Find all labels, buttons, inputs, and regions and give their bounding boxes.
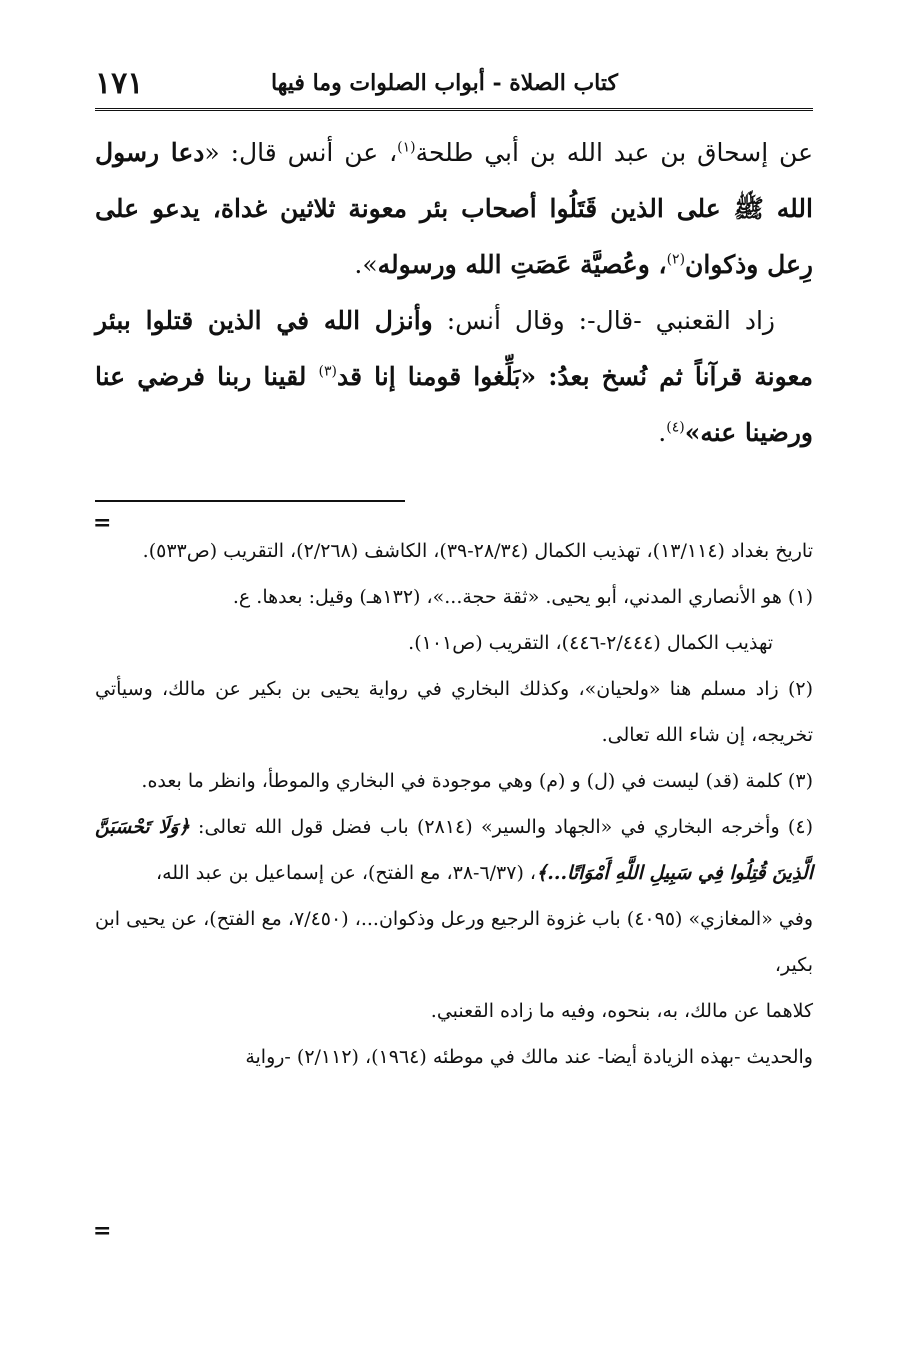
footnote-ref-1[interactable]: (١) [397, 139, 416, 156]
main-text [95, 125, 813, 461]
footnote-4-summary: كلاهما عن مالك، به، بنحوه، وفيه ما زاده القعنبي. [430, 1000, 813, 1022]
footnote-ref-4[interactable]: (٤) [666, 419, 685, 436]
footnote-ref-2[interactable]: (٢) [666, 251, 686, 268]
p2-text-1: زاد القعنبي -قال-: وقال أنس: [432, 306, 775, 335]
footnote-separator [95, 500, 405, 502]
footnote-3: (٣) كلمة (قد) ليست في (ل) و (م) وهي موجودة في البخاري والموطأ، وانظر ما بعده. [141, 770, 813, 792]
quran-verse: ﴿وَلَا تَحْسَبَنَّ الَّذِينَ قُتِلُوا فِي سَبِيلِ اللَّهِ أَمْوَاتًا...﴾ [95, 816, 813, 884]
footnote-2: (٢) زاد مسلم هنا «ولحيان»، وكذلك البخاري في رواية يحيى بن بكير عن مالك، وسيأتي تخريجه، إن شاء الله تعالى. [95, 678, 813, 746]
page-header [95, 66, 813, 106]
paragraph-1 [95, 125, 813, 293]
footnote-4-muwatta: والحديث -بهذه الزيادة أيضا- عند مالك في موطئه (١٩٦٤)، (٢/١١٢) -رواية [245, 1046, 813, 1068]
footnote-4 [95, 804, 813, 896]
footnote-continued: تاريخ بغداد (١٣/١١٤)، تهذيب الكمال (٢٨/٣٤-٣٩)، الكاشف (٢/٢٦٨)، التقريب (ص٥٣٣). [142, 540, 813, 562]
running-title: كتاب الصلاة - أبواب الصلوات وما فيها [270, 70, 618, 96]
p1-text-end: ». [354, 250, 378, 279]
footnote-1: (١) هو الأنصاري المدني، أبو يحيى. «ثقة حجة...»، (١٣٢هـ) وقيل: بعدها. ع. [232, 586, 813, 608]
footnote-4-maghazi: وفي «المغازي» (٤٠٩٥) باب غزوة الرجيع ورعل وذكوان...، (٧/٤٥٠، مع الفتح)، عن يحيى ابن بكير، [95, 908, 814, 976]
header-rule [95, 108, 813, 113]
p1-text-2: ، عن أنس قال: « [204, 138, 398, 167]
p1-text-1: عن إسحاق بن عبد الله بن أبي طلحة [415, 138, 813, 167]
hadith-text-4: لقينا ربنا فرضي عنا ورضينا عنه» [95, 362, 813, 447]
p2-text-end: . [658, 418, 667, 447]
hadith-text-2: ، وعُصيَّة عَصَتِ الله ورسوله [377, 250, 667, 279]
continuation-marker-top: = [93, 510, 112, 536]
hadith-text-3: وأنزل الله في الذين قتلوا ببئر معونة قرآناً ثم نُسخ بعدُ: «بَلِّغوا قومنا إنا قد [95, 306, 813, 391]
footnotes [95, 528, 813, 1080]
page-number: ١٧١ [95, 66, 144, 101]
footnote-1-sources: تهذيب الكمال (٢/٤٤٤-٤٤٦)، التقريب (ص١٠١). [408, 632, 773, 654]
paragraph-2 [95, 293, 813, 461]
footnote-4-text-1: (٤) وأخرجه البخاري في «الجهاد والسير» (٢٨١٤) باب فضل قول الله تعالى: [189, 816, 813, 838]
footnote-4-text-2: ، (٦/٣٧-٣٨، مع الفتح)، عن إسماعيل بن عبد الله، [155, 862, 537, 884]
footnote-ref-3[interactable]: (٣) [318, 363, 337, 380]
continuation-marker-bottom: = [93, 1218, 112, 1244]
hadith-text-1: دعا رسول الله ﷺ على الذين قَتَلُوا أصحاب بئر معونة ثلاثين غداة، يدعو على رِعل وذكوان [95, 138, 813, 279]
